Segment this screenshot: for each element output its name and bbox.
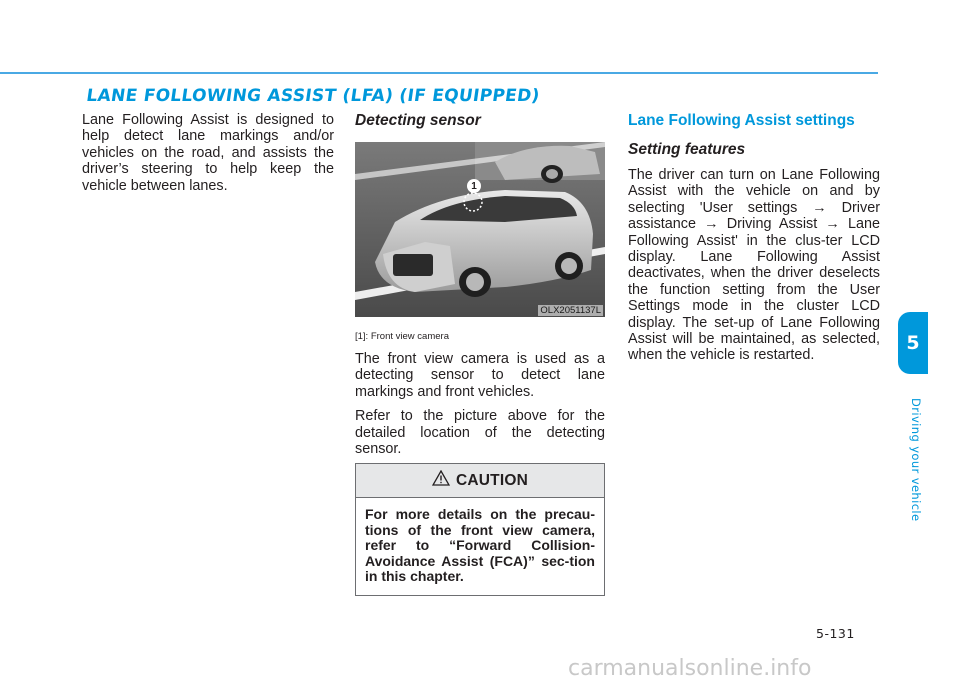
sensor-paragraph-2: Refer to the picture above for the detailed location of the detecting sensor. [355, 408, 605, 458]
section-title: LANE FOLLOWING ASSIST (LFA) (IF EQUIPPED) [85, 86, 541, 106]
warning-triangle-icon [432, 470, 450, 491]
watermark: carmanualsonline.info [568, 656, 812, 681]
caution-text: For more details on the precau-tions of the front view camera, refer to “Forward Collision-Avoidance Assist (FCA)” sec-tion in this chapter. [365, 506, 595, 585]
intro-column [82, 112, 334, 194]
camera-callout-badge: 1 [467, 179, 481, 193]
sensor-paragraph-1: The front view camera is used as a detecting sensor to detect lane markings and front vehicles. [355, 351, 605, 400]
page-number: 5-131 [816, 626, 855, 641]
caution-box [355, 463, 605, 596]
vehicle-camera-figure [355, 142, 605, 317]
figure-code: OLX2051137L [540, 305, 601, 316]
chapter-label: Driving your vehicle [909, 398, 923, 522]
detecting-sensor-heading: Detecting sensor [355, 112, 481, 129]
vehicle-illustration [355, 142, 605, 317]
settings-paragraph: The driver can turn on Lane Following Assist with the vehicle on and by selecting 'User settings → Driver assistance → Driving Assist → Lane Following Assist' in the clus-ter LCD display. Lane Following Assist deactivates, when the driver deselects the function setting from the User Settings mode in the cluster LCD display. The set-up of Lane Following Assist will be maintained, as selected, when the vehicle is restarted. [628, 167, 880, 364]
intro-paragraph: Lane Following Assist is designed to help detect lane markings and/or vehicles on the road, and assists the driver’s steering to help keep the vehicle between lanes. [82, 112, 334, 194]
header-rule [0, 72, 878, 74]
setting-features-subheading: Setting features [628, 141, 746, 158]
sensor-column [355, 112, 605, 457]
caution-title: CAUTION [455, 471, 528, 489]
figure-caption: [1]: Front view camera [355, 331, 449, 342]
chapter-tab[interactable]: 5 [898, 312, 928, 374]
caution-header [356, 464, 604, 498]
settings-column [628, 112, 880, 364]
settings-heading: Lane Following Assist settings [628, 112, 855, 129]
